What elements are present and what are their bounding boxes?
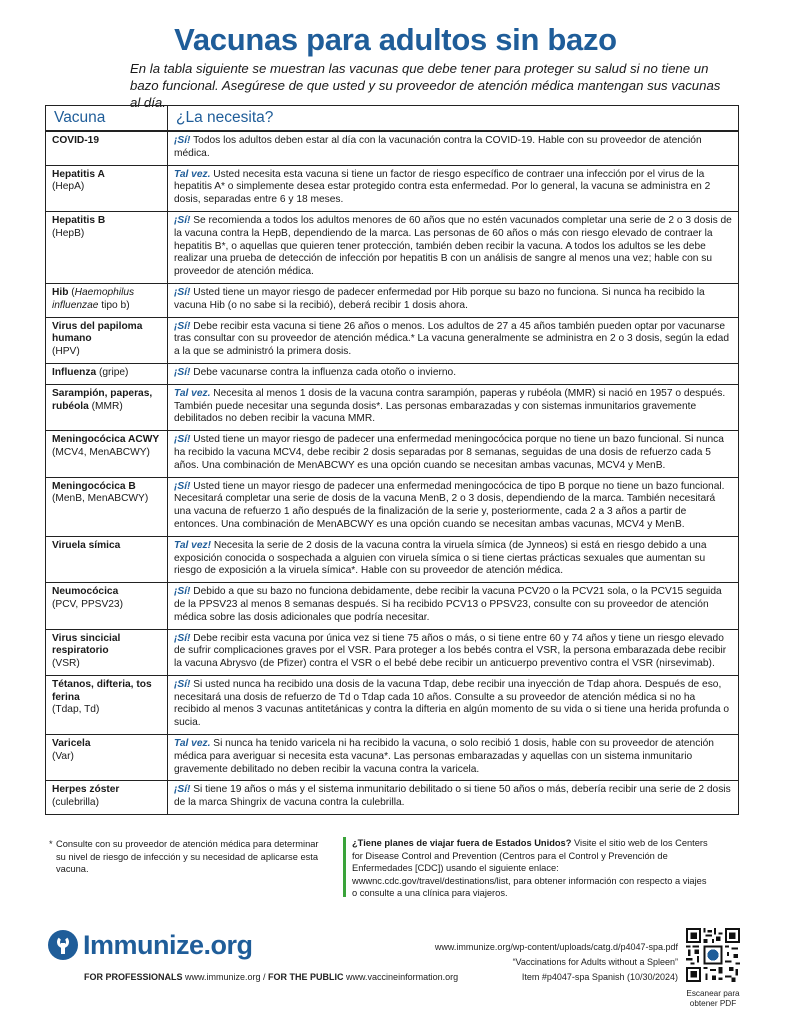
- recommendation-tag: ¡Sí!: [174, 135, 191, 146]
- table-row: [46, 477, 739, 536]
- travel-note-text: Visite el sitio web de los Centers for Disease Control and Prevention (Centros para el Control y Prevención de Enfermedades [CDC]) usando el siguiente enlace: wwwnc.cdc.gov/travel/destinations/list, para obtener información con respecto a viajes o consulte a una clínica para viajeros.: [352, 838, 708, 898]
- footnote: [50, 838, 320, 876]
- reference-url[interactable]: www.immunize.org/wp-content/uploads/catg.d/p4047-spa.pdf: [434, 942, 678, 952]
- recommendation-text: Usted tiene un mayor riesgo de padecer una enfermedad meningocócica de tipo B porque no tiene un bazo funcional. Necesitará completar una serie de dosis de la vacuna MenB, 2 o 3 dosis, dependiendo de la marca. También necesitará una vacuna de refuerzo 1 año después de la finalización de la serie y, posteriormente, cada 2 a 3 años a partir de entonces. Una combinación de MenABCWY es una opción cuando se necesitan ambas vacunas, MCV4 y MenB.: [174, 480, 725, 530]
- vaccine-name-cell: [46, 675, 168, 734]
- vaccine-name: [52, 367, 162, 380]
- vaccine-name-cell: [46, 384, 168, 430]
- recommendation-text: Necesita al menos 1 dosis de la vacuna contra sarampión, paperas y rubéola (MMR) si nació en 1957 o después. También puede necesitar una segunda dosis*. Las personas embarazadas y con sistemas inmunitarios gravemente debilitados no deben recibir la vacuna MMR.: [174, 387, 726, 425]
- column-header-need: ¿La necesita?: [168, 106, 739, 132]
- table-row: [46, 317, 739, 363]
- reference-title: “Vaccinations for Adults without a Spleen”: [512, 957, 678, 967]
- footnote-star: *: [49, 839, 53, 849]
- recommendation-text: Todos los adultos deben estar al día con la vacunación contra la COVID-19. Hable con su proveedor de atención médica.: [174, 135, 702, 159]
- vaccine-abbrev: (PCV, PPSV23): [52, 598, 123, 610]
- vaccine-abbrev: (HepA): [52, 181, 85, 193]
- recommendation-tag: Tal vez!: [174, 539, 211, 551]
- footer-links: [84, 972, 458, 982]
- recommendation-tag: ¡Sí!: [174, 320, 191, 332]
- vaccine-name-cell: [46, 583, 168, 629]
- qr-code-icon[interactable]: [686, 928, 740, 982]
- vaccine-name: Herpes zóster: [52, 784, 120, 796]
- vaccine-name-bold: Hib: [52, 286, 69, 298]
- travel-note: [352, 837, 712, 900]
- table-row: [46, 781, 739, 815]
- qr-caption: Escanear para obtener PDF: [686, 989, 740, 1008]
- vaccine-name-cell: [46, 629, 168, 675]
- recommendation-text: Si usted nunca ha recibido una dosis de la vacuna Tdap, debe recibir una inyección de Tdap ahora. Después de eso, necesitará una dosis de refuerzo de Td o Tdap cada 10 años. Consulte a su proveedor de atención médica si no ha recibido al menos 3 vacunas antitetánicas y contra la difteria en algún momento de su vida o si tiene una herida profunda o sucia.: [174, 678, 729, 729]
- recommendation-tag: Tal vez.: [174, 168, 211, 180]
- vaccine-abbrev: (MenB, MenABCWY): [52, 493, 149, 505]
- vaccine-need-cell: [168, 317, 739, 363]
- footer-public-label: FOR THE PUBLIC: [268, 972, 344, 982]
- table-row: [46, 384, 739, 430]
- vaccine-name-cell: [46, 165, 168, 211]
- recommendation-tag: ¡Sí!: [174, 214, 191, 226]
- vaccine-need-cell: [168, 431, 739, 477]
- document-reference: [435, 940, 678, 985]
- footer-pro-label: FOR PROFESSIONALS: [84, 972, 183, 982]
- recommendation-tag: ¡Sí!: [174, 632, 191, 644]
- table-header-row: [46, 106, 739, 132]
- vaccine-name: Virus sincicial respiratorio: [52, 632, 121, 657]
- recommendation-tag: ¡Sí!: [174, 480, 191, 492]
- vaccine-abbrev: (VSR): [52, 658, 80, 670]
- vaccine-name: Meningocócica B: [52, 480, 136, 492]
- vaccine-need-cell: [168, 363, 739, 384]
- vaccine-name-bold: Sarampión, paperas, rubéola: [52, 387, 153, 412]
- recommendation-tag: ¡Sí!: [174, 286, 191, 298]
- vaccine-need-cell: [168, 211, 739, 283]
- recommendation-tag: ¡Sí!: [174, 434, 191, 446]
- recommendation-tag: ¡Sí!: [174, 784, 191, 796]
- vaccine-name-italic: Haemophilus influenzae: [52, 286, 135, 311]
- footer-pro-url[interactable]: www.immunize.org /: [182, 972, 269, 982]
- recommendation-text: Usted tiene un mayor riesgo de padecer enfermedad por Hib porque su bazo no funciona. Si nunca ha recibido la vacuna Hib (o no sabe si la recibió), deberá recibir 1 dosis ahora.: [174, 286, 705, 311]
- vaccine-name-cell: [46, 317, 168, 363]
- vaccine-need-cell: [168, 675, 739, 734]
- table-row: [46, 131, 739, 165]
- immunize-logo: [48, 928, 253, 962]
- green-divider: [343, 837, 346, 897]
- vaccine-name-cell: [46, 431, 168, 477]
- table-row: [46, 735, 739, 781]
- vaccine-abbrev: (HepB): [52, 227, 85, 239]
- immunize-logo-text: Immunize.org: [83, 929, 253, 960]
- vaccine-name-suffix: tipo b): [98, 299, 130, 311]
- recommendation-text: Usted necesita esta vacuna si tiene un factor de riesgo específico de contraer una infección por el virus de la hepatitis A* o simplemente desea estar protegido contra esta enfermedad. Por lo general, la vacuna se administra en 2 dosis, separadas entre 6 y 18 meses.: [174, 168, 711, 206]
- page-title: Vacunas para adultos sin bazo: [174, 22, 617, 57]
- vaccine-name-cell: [46, 536, 168, 582]
- travel-note-heading: ¿Tiene planes de viajar fuera de Estados Unidos?: [352, 838, 572, 848]
- vaccine-name: Tétanos, difteria, tos ferina: [52, 678, 152, 703]
- vaccine-name: Neumocócica: [52, 586, 119, 598]
- recommendation-text: Necesita la serie de 2 dosis de la vacuna contra la viruela símica (de Jynneos) si está en riesgo debido a una exposición conocida o sospechada a alguien con viruela símica o si tiene ciertas prácticas sexuales que aumentan su riesgo de exposición a la viruela símica*. Hable con su proveedor de atención médica.: [174, 539, 707, 577]
- vaccine-need-cell: [168, 735, 739, 781]
- vaccine-need-cell: [168, 165, 739, 211]
- column-header-vaccine: Vacuna: [46, 106, 168, 132]
- vaccine-name: Viruela símica: [52, 539, 121, 551]
- vaccine-need-cell: [168, 781, 739, 815]
- reference-item: Item #p4047-spa Spanish (10/30/2024): [521, 972, 678, 982]
- vaccine-table: [45, 105, 739, 815]
- recommendation-tag: ¡Sí!: [174, 678, 191, 690]
- vaccine-abbrev: (MCV4, MenABCWY): [52, 446, 150, 458]
- recommendation-text: Debe recibir esta vacuna por única vez si tiene 75 años o más, o si tiene entre 60 y 74 años y tiene un riesgo elevado de sufrir complicaciones graves por el VSR. Para proteger a los bebés contra el VSR, la persona embarazada debe recibir la vacuna Abrysvo (de Pfizer) contra el VSR o el bebé debe recibir un anticuerpo preventivo contra el VSR (nirsevimab).: [174, 632, 727, 670]
- table-row: [46, 536, 739, 582]
- vaccine-abbrev: (culebrilla): [52, 797, 99, 809]
- table-row: [46, 629, 739, 675]
- vaccine-abbrev: (Tdap, Td): [52, 704, 100, 716]
- footer-public-url[interactable]: www.vaccineinformation.org: [343, 972, 459, 982]
- recommendation-text: Se recomienda a todos los adultos menores de 60 años que no estén vacunados completar una serie de 2 o 3 dosis de la vacuna contra la HepB, dependiendo de la marca. Las personas de 60 años o más con riesgo elevado de contraer la hepatitis B*, o aquellas que quieren tener protección, también deben recibir la vacuna. A todos los adultos se les debe realizar una prueba de detección de infección por hepatitis B con un análisis de sangre al menos una vez; hable con su proveedor de atención médica.: [174, 214, 732, 278]
- recommendation-tag: Tal vez.: [174, 387, 211, 399]
- vaccine-name-cell: [46, 211, 168, 283]
- vaccine-name: [52, 388, 162, 414]
- recommendation-tag: Tal vez.: [174, 738, 211, 750]
- vaccine-name: Virus del papiloma humano: [52, 320, 143, 345]
- footnote-text: Consulte con su proveedor de atención médica para determinar su nivel de riesgo de infección y su necesidad de aplicarse esta vacuna.: [56, 839, 319, 874]
- table-row: [46, 211, 739, 283]
- vaccine-need-cell: [168, 477, 739, 536]
- vaccine-name-cell: [46, 735, 168, 781]
- vaccine-name-prefix: (: [68, 286, 75, 298]
- vaccine-name: Hepatitis A: [52, 168, 105, 180]
- immunize-logo-icon: [48, 930, 78, 960]
- vaccine-need-cell: [168, 131, 739, 165]
- table-row: [46, 675, 739, 734]
- table-row: [46, 431, 739, 477]
- recommendation-tag: ¡Sí!: [174, 366, 191, 378]
- recommendation-text: Usted tiene un mayor riesgo de padecer una enfermedad meningocócica porque no tiene un bazo funcional. Si nunca ha recibido la vacuna MCV4, debe recibir 2 dosis separadas por 8 semanas, seguidas de una dosis de refuerzo cada 5 años. Una combinación de MenABCWY es una opción cuando se necesitan ambas vacunas, MCV4 y MenB.: [174, 434, 724, 471]
- vaccine-name-plain: (gripe): [96, 366, 129, 378]
- recommendation-text: Debe recibir esta vacuna si tiene 26 años o menos. Los adultos de 27 a 45 años también pueden optar por vacunarse tras consultar con su proveedor de atención médica.* La vacuna generalmente se administra en 2 o 3 dosis, según la edad a la que se administró la primera dosis.: [174, 320, 729, 358]
- vaccine-name-cell: [46, 781, 168, 815]
- vaccine-abbrev: (HPV): [52, 346, 80, 358]
- vaccine-name: [52, 287, 162, 313]
- page-subtitle: En la tabla siguiente se muestran las vacunas que debe tener para proteger su salud si no tiene un bazo funcional. Asegúrese de que usted y su proveedor de atención médica mantengan sus vacunas al día.: [130, 61, 721, 110]
- table-body: [46, 131, 739, 815]
- vaccine-abbrev: (Var): [52, 750, 74, 762]
- table-row: [46, 165, 739, 211]
- vaccine-name-cell: [46, 131, 168, 165]
- vaccine-name-cell: [46, 477, 168, 536]
- vaccine-need-cell: [168, 583, 739, 629]
- recommendation-tag: ¡Sí!: [174, 586, 191, 598]
- vaccine-name-cell: [46, 363, 168, 384]
- vaccine-need-cell: [168, 536, 739, 582]
- recommendation-text: Si tiene 19 años o más y el sistema inmunitario debilitado o si tiene 50 años o más, debería recibir una serie de 2 dosis de la marca Shingrix de vacuna contra la culebrilla.: [174, 784, 731, 809]
- vaccine-need-cell: [168, 283, 739, 317]
- vaccine-name: Varicela: [52, 738, 91, 750]
- vaccine-name: COVID-19: [52, 135, 99, 146]
- vaccine-name: Hepatitis B: [52, 214, 106, 226]
- vaccine-need-cell: [168, 629, 739, 675]
- vaccine-name-cell: [46, 283, 168, 317]
- recommendation-text: Debe vacunarse contra la influenza cada otoño o invierno.: [190, 366, 457, 378]
- recommendation-text: Debido a que su bazo no funciona debidamente, debe recibir la vacuna PCV20 o la PCV21 sola, o la PCV15 seguida de la PPSV23 al menos 8 semanas después. Si ha recibido PCV13 o PPSV23, consulte con su proveedor de atención médica sobre las dosis adicionales que podría necesitar.: [174, 586, 722, 623]
- recommendation-text: Si nunca ha tenido varicela ni ha recibido la vacuna, o solo recibió 1 dosis, hable con su proveedor de atención médica para averiguar si necesita esta vacuna*. Las personas embarazadas y aquellas con un sistema inmunitario gravemente debilitado no deben recibir la vacuna contra la varicela.: [174, 738, 714, 775]
- table-row: [46, 583, 739, 629]
- vaccine-name-bold: Influenza: [52, 366, 97, 378]
- vaccine-name: Meningocócica ACWY: [52, 434, 160, 446]
- table-row: [46, 283, 739, 317]
- vaccine-need-cell: [168, 384, 739, 430]
- table-row: [46, 363, 739, 384]
- vaccine-name-plain: (MMR): [88, 400, 123, 412]
